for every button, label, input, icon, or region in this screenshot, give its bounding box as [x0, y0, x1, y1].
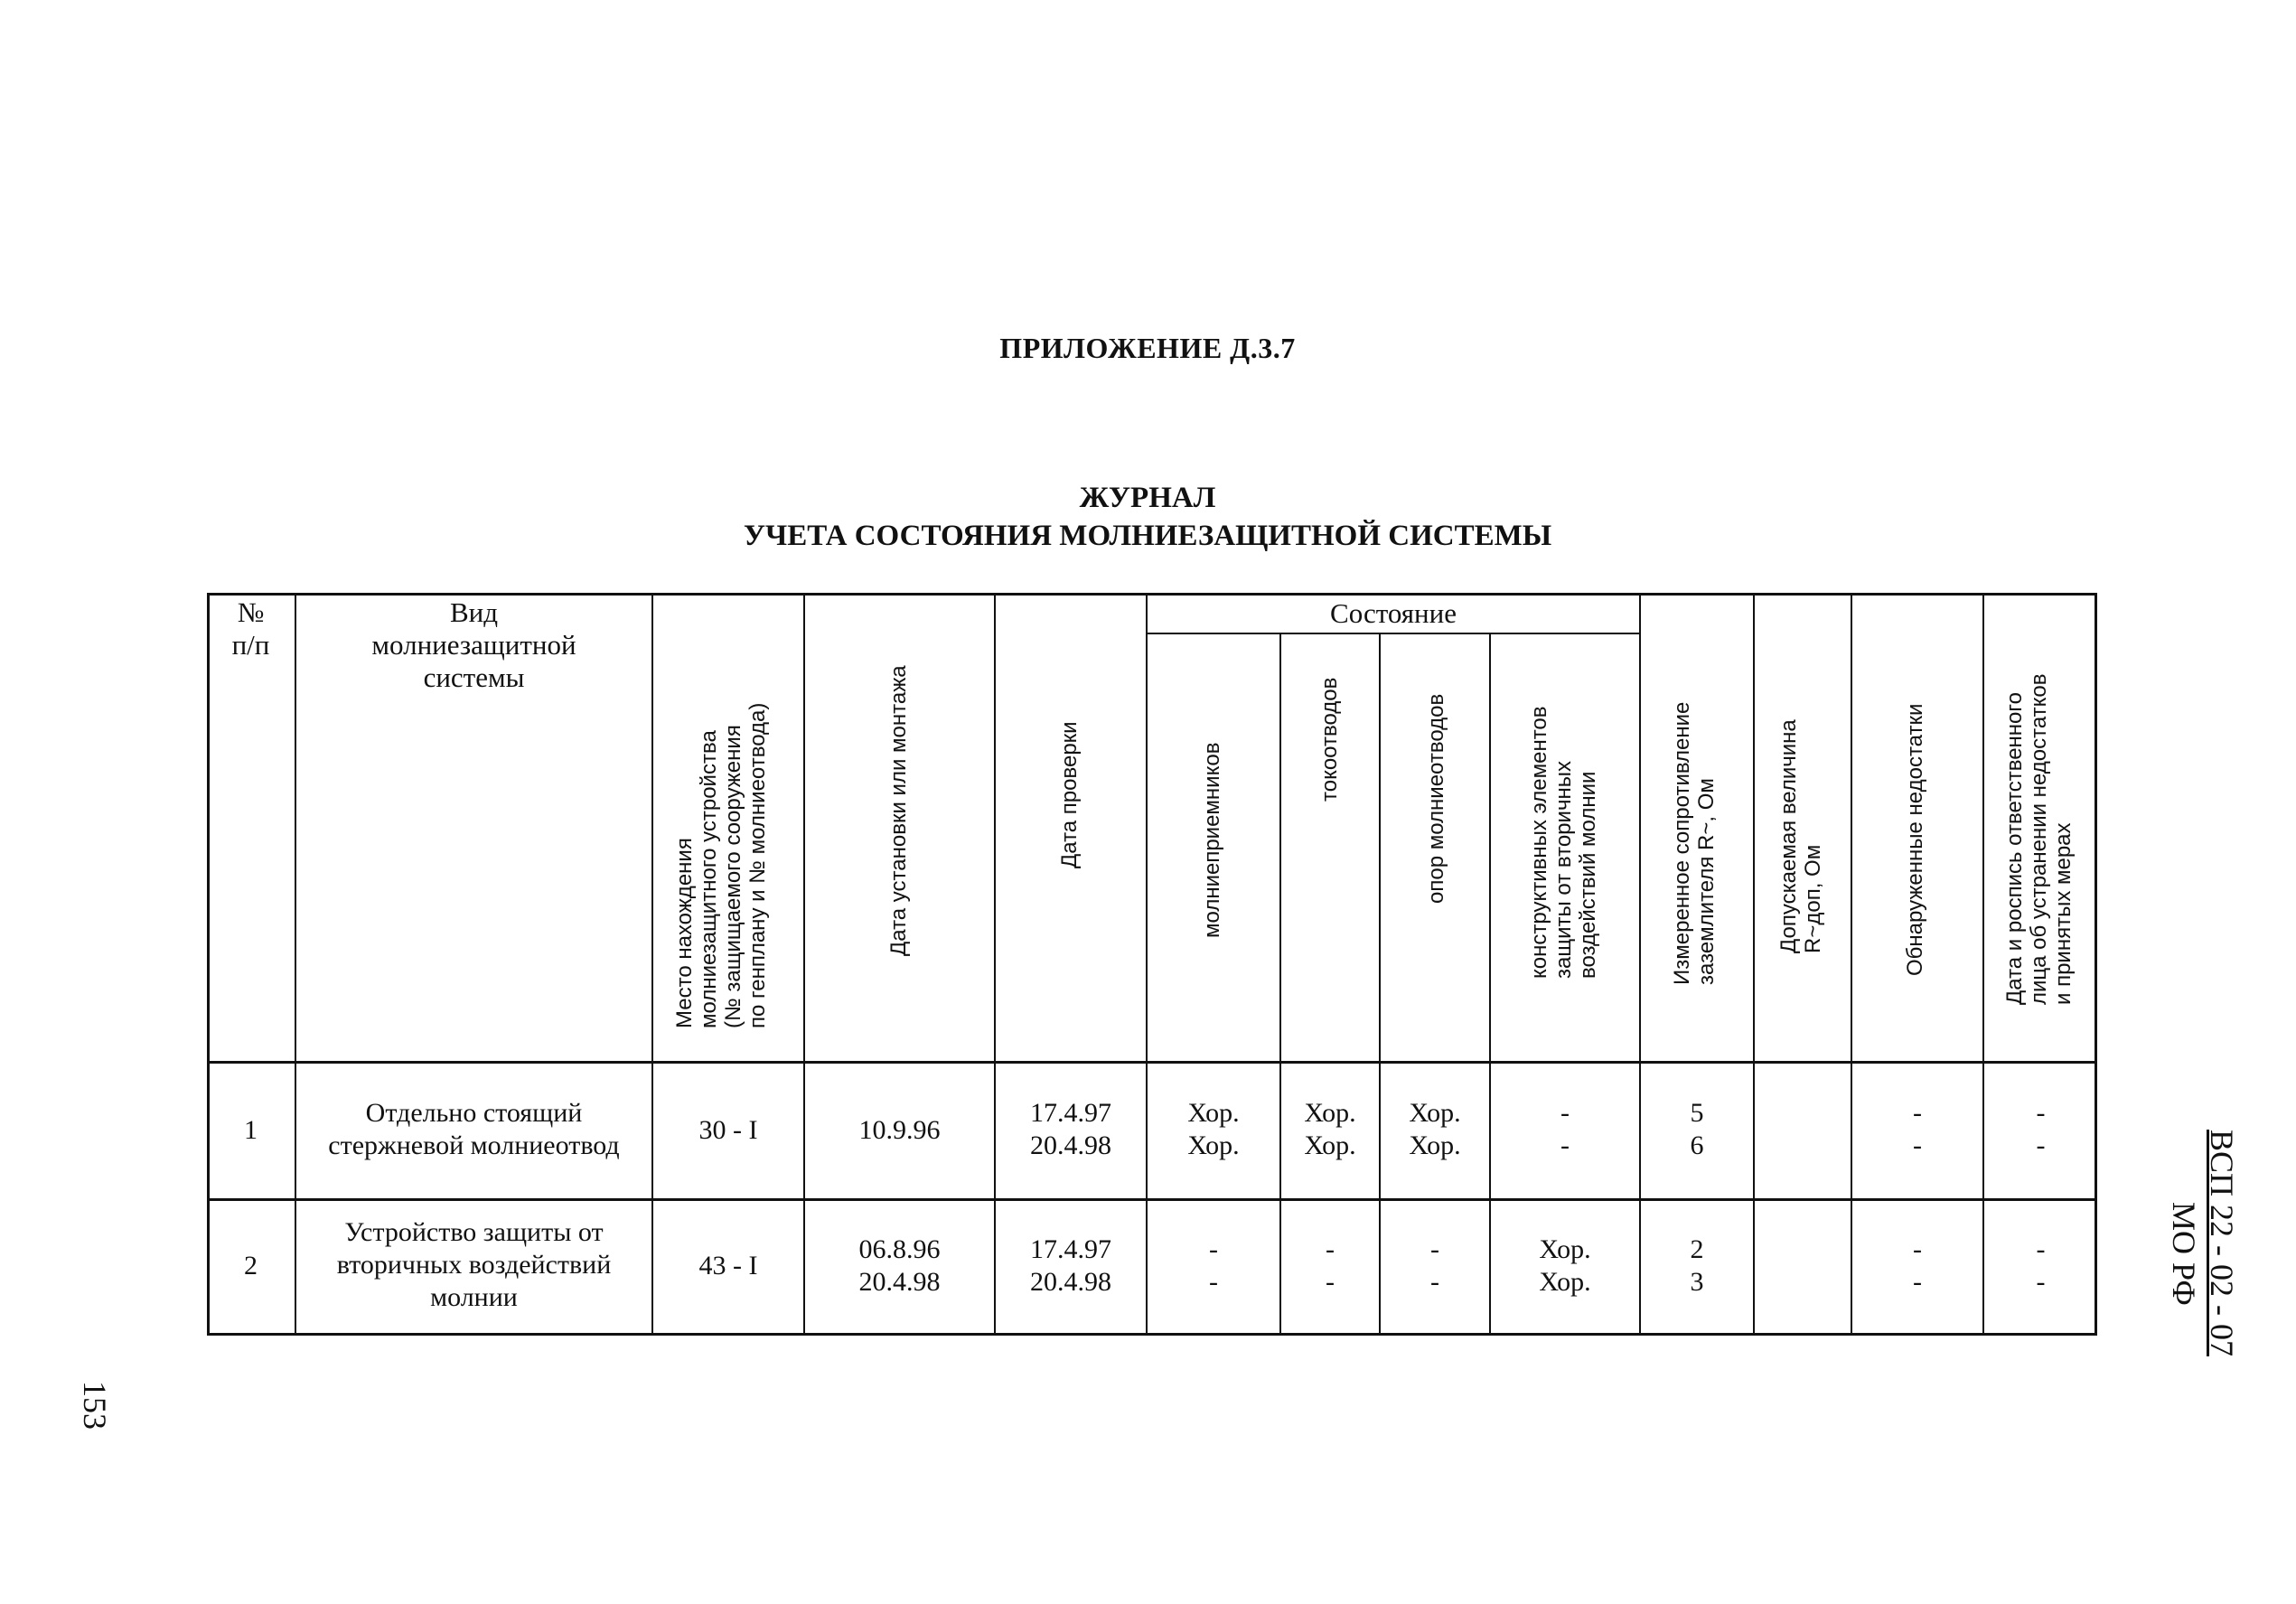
journal-title [633, 479, 1663, 555]
row2-downconductors-l1: - [1326, 1234, 1335, 1264]
row1-check-l1: 17.4.97 [1030, 1098, 1111, 1128]
header-location-l1: Место нахождения [672, 838, 697, 1028]
header-install-date [886, 595, 911, 956]
header-state: Состояние [1330, 597, 1457, 629]
row2-supports-l1: - [1430, 1234, 1439, 1264]
document-org: МО РФ [2166, 1202, 2202, 1306]
row1-defects [1852, 1097, 1982, 1162]
row1-receivers [1148, 1097, 1279, 1162]
row1-receivers-l1: Хор. [1187, 1098, 1240, 1128]
appendix-title: ПРИЛОЖЕНИЕ Д.3.7 [999, 332, 1296, 364]
row1-signature [1984, 1097, 2097, 1162]
table-divider [1279, 633, 1281, 1336]
header-allowed [1776, 664, 1825, 953]
row1-measured-l1: 5 [1690, 1098, 1704, 1128]
row1-supports [1381, 1097, 1489, 1162]
row2-measured-l1: 2 [1690, 1234, 1704, 1264]
row2-signature-l1: - [2036, 1234, 2046, 1264]
header-type [296, 596, 651, 694]
row1-defects-l1: - [1913, 1098, 1922, 1128]
row1-type-l1: Отдельно стоящий [365, 1098, 583, 1128]
row2-supports [1381, 1233, 1489, 1299]
row1-signature-l2: - [2036, 1130, 2046, 1160]
row2-install [805, 1233, 994, 1299]
table-divider [1146, 593, 1148, 1336]
row2-type [296, 1216, 651, 1314]
header-state-elements-l1: конструктивных элементов [1527, 706, 1551, 979]
header-state-receivers-text: молниеприемников [1200, 742, 1224, 938]
header-type-line1: Вид [449, 596, 499, 628]
row1-elements [1491, 1097, 1639, 1162]
row1-num: 1 [244, 1115, 258, 1145]
header-signature-l3: и принятых мерах [2051, 822, 2076, 1005]
row2-downconductors [1281, 1233, 1379, 1299]
header-num-line2: п/п [231, 629, 270, 661]
row2-elements-l2: Хор. [1539, 1267, 1591, 1297]
row1-type [296, 1097, 651, 1162]
header-signature-l1: Дата и роспись ответственного [2002, 692, 2027, 1005]
row1-defects-l2: - [1913, 1130, 1922, 1160]
table-divider [1146, 633, 1639, 634]
row2-type-l1: Устройство защиты от [344, 1217, 604, 1247]
header-allowed-l2: R~доп, Ом [1801, 844, 1825, 953]
row2-defects-l1: - [1913, 1234, 1922, 1264]
row2-downconductors-l2: - [1326, 1267, 1335, 1297]
header-install-date-text: Дата установки или монтажа [886, 665, 911, 956]
header-allowed-l1: Допускаемая величина [1776, 719, 1801, 953]
header-measured [1670, 633, 1719, 985]
row1-install: 10.9.96 [858, 1115, 941, 1145]
header-check-date [1057, 670, 1082, 868]
row2-elements [1491, 1233, 1639, 1299]
header-type-line3: системы [423, 661, 525, 693]
row2-check [996, 1233, 1146, 1299]
row2-check-l1: 17.4.97 [1030, 1234, 1111, 1264]
header-defects-text: Обнаруженные недостатки [1903, 703, 1927, 976]
row1-check [996, 1097, 1146, 1162]
page-number: 153 [77, 1381, 113, 1430]
header-location-l3: (№ защищаемого сооружения [721, 725, 745, 1028]
row1-supports-l2: Хор. [1409, 1130, 1461, 1160]
header-num-line1: № [237, 596, 265, 628]
header-state-receivers [1200, 676, 1224, 938]
row2-location: 43 - I [698, 1251, 758, 1280]
header-location-l2: молниезащитного устройства [697, 730, 721, 1028]
row2-receivers-l1: - [1209, 1234, 1218, 1264]
header-check-date-text: Дата проверки [1057, 721, 1082, 868]
row2-supports-l2: - [1430, 1267, 1439, 1297]
header-state-elements-l3: воздействий молнии [1576, 771, 1600, 979]
row1-signature-l1: - [2036, 1098, 2046, 1128]
row2-measured-l2: 3 [1690, 1267, 1704, 1297]
table-divider [1753, 593, 1755, 1336]
row1-elements-l1: - [1560, 1098, 1570, 1128]
header-signature-l2: лица об устранении недостатков [2027, 673, 2051, 1005]
row2-elements-l1: Хор. [1539, 1234, 1591, 1264]
header-defects [1903, 633, 1927, 976]
header-state-downconductors-text: токоотводов [1317, 677, 1342, 802]
row2-measured [1641, 1233, 1753, 1299]
row1-measured [1641, 1097, 1753, 1162]
row1-check-l2: 20.4.98 [1030, 1130, 1111, 1160]
table-divider [207, 1061, 2097, 1064]
row1-downconductors-l2: Хор. [1304, 1130, 1356, 1160]
header-signature [2002, 598, 2076, 1005]
journal-title-line2: УЧЕТА СОСТОЯНИЯ МОЛНИЕЗАЩИТНОЙ СИСТЕМЫ [743, 520, 1552, 552]
row1-receivers-l2: Хор. [1187, 1130, 1240, 1160]
row2-install-l1: 06.8.96 [858, 1234, 941, 1264]
row2-defects-l2: - [1913, 1267, 1922, 1297]
header-num [207, 596, 295, 661]
row1-type-l2: стержневой молниеотвод [328, 1130, 620, 1160]
table-divider [1379, 633, 1381, 1336]
journal-title-line1: ЖУРНАЛ [1079, 482, 1216, 514]
document-code: ВСП 22 - 02 - 07 [2204, 1130, 2240, 1356]
header-measured-l1: Измеренное сопротивление [1670, 701, 1694, 985]
row2-defects [1852, 1233, 1982, 1299]
row2-signature [1984, 1233, 2097, 1299]
table-divider [994, 593, 996, 1336]
row1-measured-l2: 6 [1690, 1130, 1704, 1160]
row1-downconductors-l1: Хор. [1304, 1098, 1356, 1128]
row1-downconductors [1281, 1097, 1379, 1162]
table-divider [1639, 593, 1641, 1336]
table-divider [651, 593, 653, 1336]
row2-receivers-l2: - [1209, 1267, 1218, 1297]
header-state-elements [1527, 671, 1600, 979]
header-state-supports [1424, 678, 1448, 904]
header-location [672, 622, 770, 1028]
row2-install-l2: 20.4.98 [858, 1267, 941, 1297]
row2-signature-l2: - [2036, 1267, 2046, 1297]
row1-supports-l1: Хор. [1409, 1098, 1461, 1128]
header-state-supports-text: опор молниеотводов [1424, 693, 1448, 904]
header-type-line2: молниезащитной [371, 629, 576, 661]
header-state-downconductors [1317, 666, 1342, 802]
header-location-l4: по генплану и № молниеотвода) [745, 702, 770, 1028]
table-divider [803, 593, 805, 1336]
table-divider [207, 1198, 2097, 1201]
row2-receivers [1148, 1233, 1279, 1299]
table-divider [1982, 593, 1984, 1336]
row2-num: 2 [244, 1251, 258, 1280]
table-divider [1851, 593, 1852, 1336]
row2-check-l2: 20.4.98 [1030, 1267, 1111, 1297]
header-state-elements-l2: защиты от вторичных [1551, 761, 1576, 979]
row1-location: 30 - I [698, 1115, 758, 1145]
table-divider [1489, 633, 1491, 1336]
header-measured-l2: заземлителя R~, Ом [1694, 778, 1719, 985]
row2-type-l3: молнии [430, 1282, 518, 1312]
row2-type-l2: вторичных воздействий [336, 1250, 612, 1280]
row1-elements-l2: - [1560, 1130, 1570, 1160]
